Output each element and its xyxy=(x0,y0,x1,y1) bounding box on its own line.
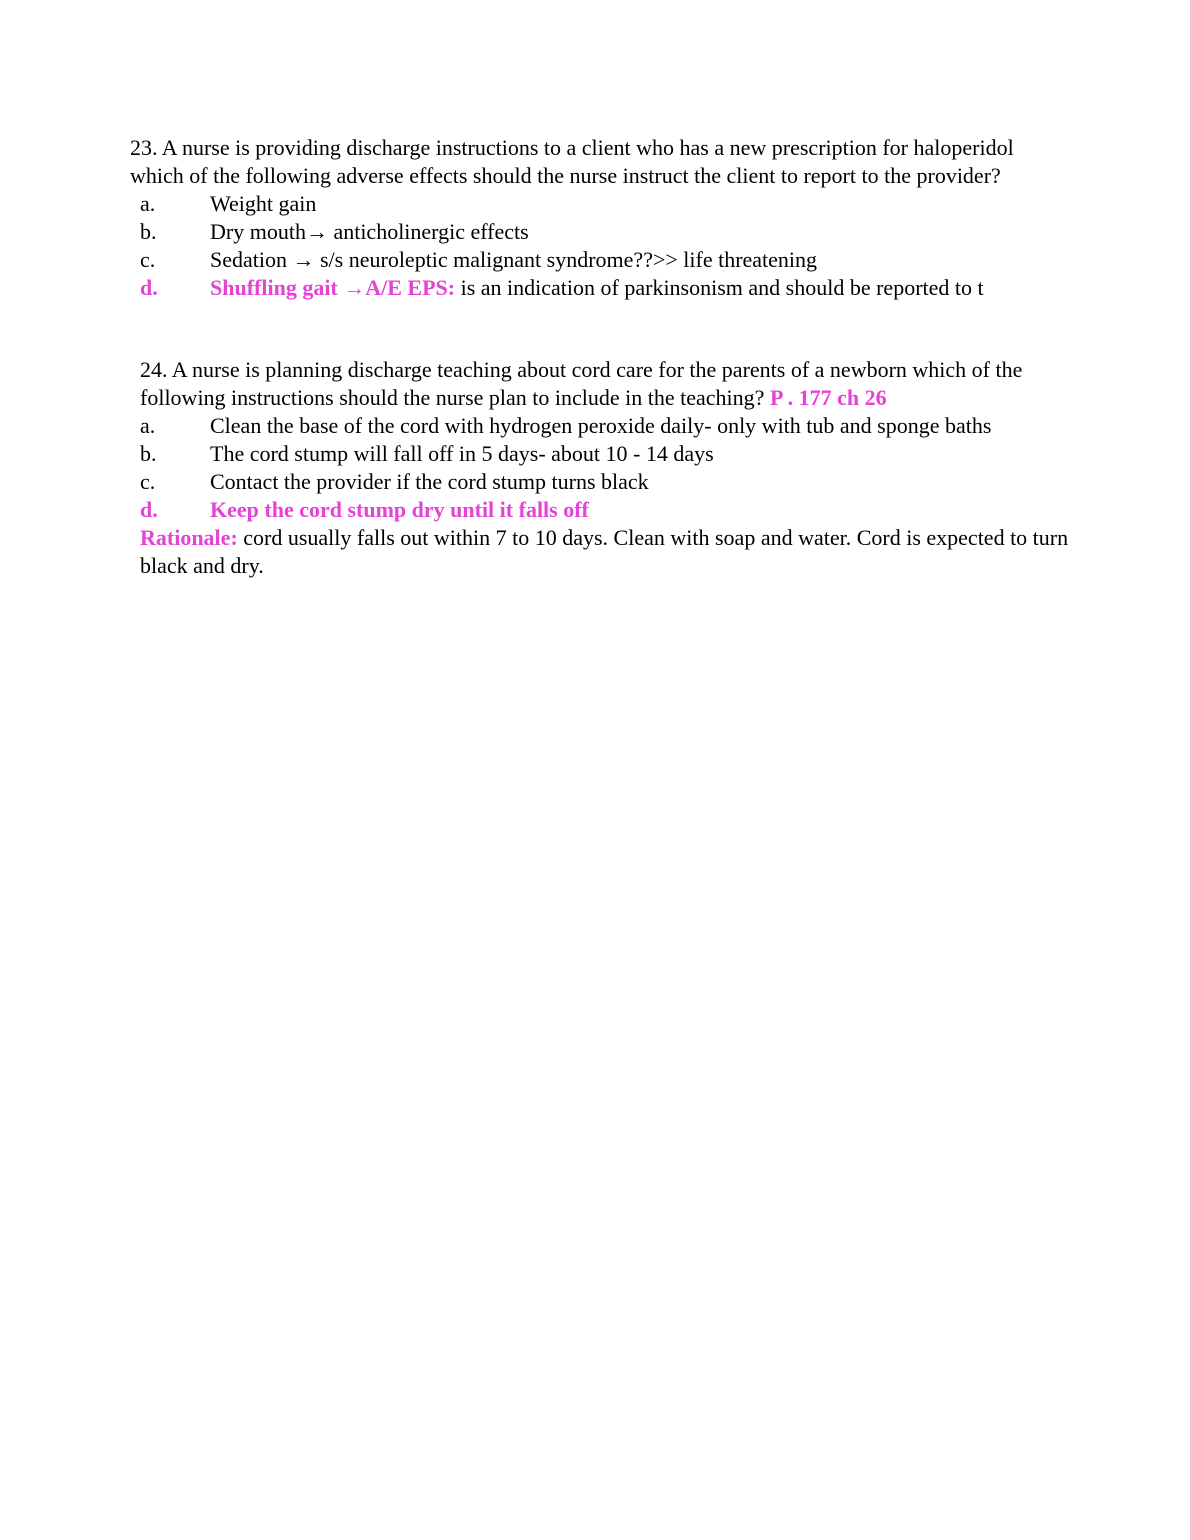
option-text: Dry mouth→ anticholinergic effects xyxy=(210,219,529,244)
option-d-answer xyxy=(140,274,1070,302)
option-letter: c. xyxy=(140,247,156,272)
rationale-label: Rationale: xyxy=(140,525,238,550)
option-d-answer xyxy=(140,496,1080,524)
option-b xyxy=(140,218,1070,246)
option-text: is an indication of parkinsonism and should be reported to t xyxy=(455,275,984,300)
rationale-text: cord usually falls out within 7 to 10 days. Clean with soap and water. Cord is expected to turn black and dry. xyxy=(140,525,1069,578)
option-text: Clean the base of the cord with hydrogen peroxide daily- only with tub and sponge baths xyxy=(210,413,992,438)
option-text: The cord stump will fall off in 5 days- about 10 - 14 days xyxy=(210,441,714,466)
option-b xyxy=(140,440,1080,468)
option-c xyxy=(140,468,1080,496)
option-letter: a. xyxy=(140,413,156,438)
option-a xyxy=(140,412,1080,440)
option-a xyxy=(140,190,1070,218)
question-24-stem xyxy=(140,356,1080,412)
rationale xyxy=(140,524,1080,580)
option-text: Contact the provider if the cord stump turns black xyxy=(210,469,649,494)
answer-highlight: Keep the cord stump dry until it falls off xyxy=(210,497,589,522)
page-reference: P . 177 ch 26 xyxy=(769,385,887,410)
option-letter: c. xyxy=(140,469,156,494)
option-letter: b. xyxy=(140,219,157,244)
question-24-text: 24. A nurse is planning discharge teaching about cord care for the parents of a newborn which of the following instructions should the nurse plan to include in the teaching? xyxy=(140,357,1023,410)
option-c xyxy=(140,246,1070,274)
option-letter: d. xyxy=(140,275,158,300)
question-23 xyxy=(130,134,1070,302)
option-text: Weight gain xyxy=(210,191,317,216)
option-letter: b. xyxy=(140,441,157,466)
answer-highlight: Shuffling gait →A/E EPS: xyxy=(210,275,456,300)
option-text: Sedation → s/s neuroleptic malignant syndrome??>> life threatening xyxy=(210,247,818,272)
question-24 xyxy=(140,356,1080,580)
question-23-stem: 23. A nurse is providing discharge instructions to a client who has a new prescription for haloperidol which of the following adverse effects should the nurse instruct the client to report to the provider? xyxy=(130,135,1014,188)
option-letter: d. xyxy=(140,497,158,522)
option-letter: a. xyxy=(140,191,156,216)
